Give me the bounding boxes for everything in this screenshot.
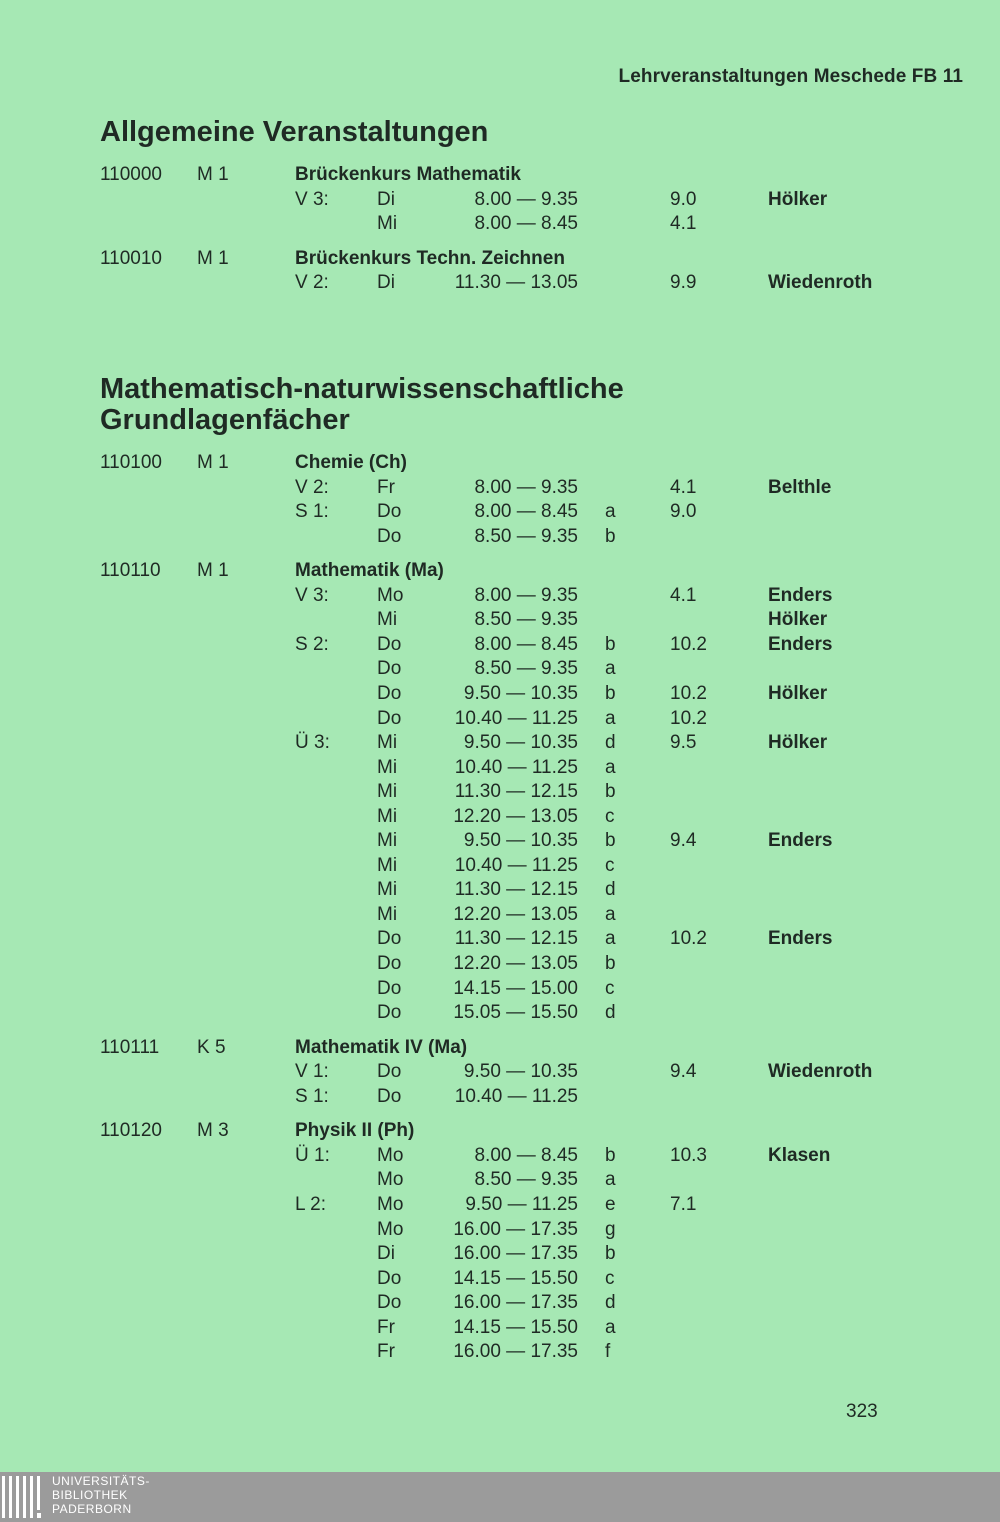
course-title: Chemie (Ch)	[295, 452, 407, 473]
session-group: b	[605, 633, 616, 655]
session-time: 11.30 — 12.15	[454, 879, 578, 901]
session-day: Mo	[377, 1193, 404, 1215]
running-header: Lehrveranstaltungen Meschede FB 11	[618, 66, 963, 87]
session-day: Mo	[377, 1218, 404, 1240]
session-day: Mi	[377, 830, 398, 852]
session-room: 9.9	[670, 272, 697, 294]
course-number: 110000	[100, 164, 162, 185]
session-day: Do	[377, 1267, 402, 1289]
session-time: 12.20 — 13.05	[453, 903, 578, 925]
course-number: 110010	[100, 247, 162, 269]
session-time: 8.50 — 9.35	[474, 609, 578, 631]
session-type: V 3:	[295, 188, 329, 210]
session-time: 8.00 — 8.45	[474, 1144, 578, 1166]
course-number: 110110	[100, 560, 161, 582]
page-number: 323	[846, 1401, 878, 1422]
session-room: 4.1	[670, 213, 697, 235]
session-time: 11.30 — 12.15	[454, 781, 578, 803]
session-lecturer: Enders	[768, 584, 833, 606]
session-group: g	[605, 1218, 616, 1240]
session-type: S 1:	[295, 501, 329, 523]
session-time: 8.50 — 9.35	[474, 658, 578, 680]
session-lecturer: Wiedenroth	[768, 272, 873, 294]
session-day: Fr	[377, 476, 395, 498]
session-day: Do	[377, 525, 402, 547]
session-time: 8.50 — 9.35	[474, 525, 578, 547]
course-title: Physik II (Ph)	[295, 1120, 415, 1142]
session-room: 4.1	[670, 584, 697, 606]
session-group: b	[605, 830, 616, 852]
logo-line: BIBLIOTHEK	[52, 1488, 128, 1502]
session-day: Di	[377, 272, 395, 294]
session-group: b	[605, 525, 616, 547]
session-time: 9.50 — 11.25	[465, 1193, 578, 1215]
session-day: Fr	[377, 1316, 395, 1338]
session-group: c	[605, 805, 615, 827]
session-time: 12.20 — 13.05	[453, 953, 578, 974]
session-day: Mi	[377, 781, 398, 803]
session-room: 4.1	[670, 476, 697, 498]
session-group: b	[605, 682, 616, 704]
course-level: M 1	[197, 560, 229, 582]
session-day: Do	[377, 977, 402, 999]
session-day: Do	[377, 707, 402, 729]
session-time: 16.00 — 17.35	[453, 1218, 578, 1240]
session-type: V 3:	[295, 584, 329, 606]
session-room: 10.2	[670, 633, 707, 655]
session-group: d	[605, 879, 616, 901]
course-number: 110120	[100, 1120, 162, 1142]
session-room: 10.2	[670, 682, 707, 704]
session-room: 9.0	[670, 501, 697, 523]
session-day: Mi	[377, 879, 398, 901]
session-type: L 2:	[295, 1193, 326, 1215]
session-day: Mi	[377, 213, 398, 235]
session-type: Ü 1:	[295, 1144, 330, 1166]
session-time: 9.50 — 10.35	[463, 682, 578, 704]
session-type: V 2:	[295, 476, 329, 498]
section-title-line: Grundlagenfächer	[100, 404, 350, 436]
session-day: Do	[377, 658, 402, 680]
session-type: V 2:	[295, 272, 329, 294]
session-time: 9.50 — 10.35	[463, 1061, 578, 1083]
session-lecturer: Enders	[768, 830, 833, 852]
session-lecturer: Hölker	[768, 732, 828, 754]
session-day: Mi	[377, 756, 398, 778]
session-group: f	[605, 1341, 611, 1363]
session-day: Do	[377, 1002, 402, 1024]
session-day: Do	[377, 953, 402, 974]
session-room: 7.1	[670, 1193, 697, 1215]
course-level: M 3	[197, 1120, 229, 1142]
session-day: Fr	[377, 1341, 395, 1363]
logo-line: PADERBORN	[52, 1502, 132, 1516]
session-time: 8.00 — 8.45	[474, 633, 578, 655]
section-title-line: Allgemeine Veranstaltungen	[100, 116, 489, 148]
course-level: K 5	[197, 1036, 226, 1058]
course-title: Brückenkurs Mathematik	[295, 164, 521, 185]
session-room: 10.3	[670, 1144, 707, 1166]
session-time: 9.50 — 10.35	[463, 830, 578, 852]
session-group: a	[605, 1316, 616, 1338]
session-time: 16.00 — 17.35	[453, 1341, 578, 1363]
session-day: Do	[377, 1085, 402, 1107]
session-room: 9.4	[670, 830, 697, 852]
session-time: 14.15 — 15.50	[453, 1267, 578, 1289]
session-time: 16.00 — 17.35	[453, 1243, 578, 1265]
session-time: 8.00 — 8.45	[474, 501, 578, 523]
session-time: 10.40 — 11.25	[454, 1085, 578, 1107]
session-lecturer: Enders	[768, 633, 833, 655]
session-group: b	[605, 1243, 616, 1265]
session-group: d	[605, 1002, 616, 1024]
course-number: 110100	[100, 452, 162, 473]
session-time: 11.30 — 12.15	[454, 928, 578, 950]
session-lecturer: Hölker	[768, 682, 828, 704]
session-lecturer: Hölker	[768, 188, 828, 210]
session-day: Mi	[377, 805, 398, 827]
session-group: b	[605, 781, 616, 803]
session-type: S 1:	[295, 1085, 329, 1107]
section-title-line: Mathematisch-naturwissenschaftliche	[100, 373, 624, 405]
session-group: d	[605, 732, 616, 754]
library-logo-icon	[2, 1476, 46, 1518]
session-room: 10.2	[670, 928, 707, 950]
session-time: 8.00 — 9.35	[474, 584, 578, 606]
session-group: a	[605, 903, 616, 925]
session-day: Mo	[377, 1169, 404, 1191]
session-time: 10.40 — 11.25	[454, 707, 578, 729]
session-time: 8.00 — 9.35	[474, 476, 578, 498]
course-title: Mathematik IV (Ma)	[295, 1036, 468, 1058]
session-day: Do	[377, 682, 402, 704]
session-group: a	[605, 501, 616, 523]
course-level: M 1	[197, 247, 229, 269]
session-day: Do	[377, 1292, 402, 1314]
session-lecturer: Belthle	[768, 476, 832, 498]
session-room: 9.0	[670, 188, 697, 210]
session-day: Di	[377, 1243, 395, 1265]
session-day: Do	[377, 633, 402, 655]
session-group: a	[605, 928, 616, 950]
session-lecturer: Klasen	[768, 1144, 831, 1166]
session-lecturer: Wiedenroth	[768, 1061, 873, 1083]
session-group: a	[605, 1169, 616, 1191]
session-time: 11.30 — 13.05	[454, 272, 578, 294]
session-group: d	[605, 1292, 616, 1314]
session-group: c	[605, 1267, 615, 1289]
course-number: 110111	[100, 1036, 160, 1058]
session-time: 12.20 — 13.05	[453, 805, 578, 827]
course-title: Brückenkurs Techn. Zeichnen	[295, 247, 565, 269]
session-time: 8.50 — 9.35	[474, 1169, 578, 1191]
session-day: Mi	[377, 854, 398, 876]
session-day: Do	[377, 928, 402, 950]
session-type: V 1:	[295, 1061, 329, 1083]
session-room: 10.2	[670, 707, 707, 729]
session-lecturer: Hölker	[768, 609, 828, 631]
session-room: 9.4	[670, 1061, 697, 1083]
session-time: 8.00 — 8.45	[474, 213, 578, 235]
session-time: 14.15 — 15.00	[453, 977, 578, 999]
session-group: c	[605, 854, 615, 876]
session-time: 9.50 — 10.35	[463, 732, 578, 754]
section-title-general	[100, 117, 488, 148]
course-level: M 1	[197, 452, 229, 473]
session-room: 9.5	[670, 732, 697, 754]
library-logo-text	[52, 1474, 150, 1516]
session-group: c	[605, 977, 615, 999]
logo-line: UNIVERSITÄTS-	[52, 1474, 150, 1488]
session-group: e	[605, 1193, 616, 1215]
course-level: M 1	[197, 164, 229, 185]
session-lecturer: Enders	[768, 928, 833, 950]
session-group: a	[605, 658, 616, 680]
session-type: S 2:	[295, 633, 329, 655]
section-title-science	[100, 374, 624, 436]
session-time: 15.05 — 15.50	[453, 1002, 578, 1024]
session-time: 14.15 — 15.50	[453, 1316, 578, 1338]
session-day: Mo	[377, 1144, 404, 1166]
session-group: a	[605, 707, 616, 729]
session-group: a	[605, 756, 616, 778]
session-group: b	[605, 1144, 616, 1166]
session-day: Mo	[377, 584, 404, 606]
course-title: Mathematik (Ma)	[295, 560, 444, 582]
library-footer-bar	[0, 1472, 1000, 1522]
session-time: 8.00 — 9.35	[474, 188, 578, 210]
session-time: 16.00 — 17.35	[453, 1292, 578, 1314]
session-day: Mi	[377, 609, 398, 631]
session-day: Mi	[377, 903, 398, 925]
session-day: Do	[377, 1061, 402, 1083]
session-time: 10.40 — 11.25	[454, 854, 578, 876]
session-type: Ü 3:	[295, 732, 330, 754]
session-group: b	[605, 953, 616, 974]
session-day: Di	[377, 188, 395, 210]
session-day: Mi	[377, 732, 398, 754]
session-day: Do	[377, 501, 402, 523]
session-time: 10.40 — 11.25	[454, 756, 578, 778]
